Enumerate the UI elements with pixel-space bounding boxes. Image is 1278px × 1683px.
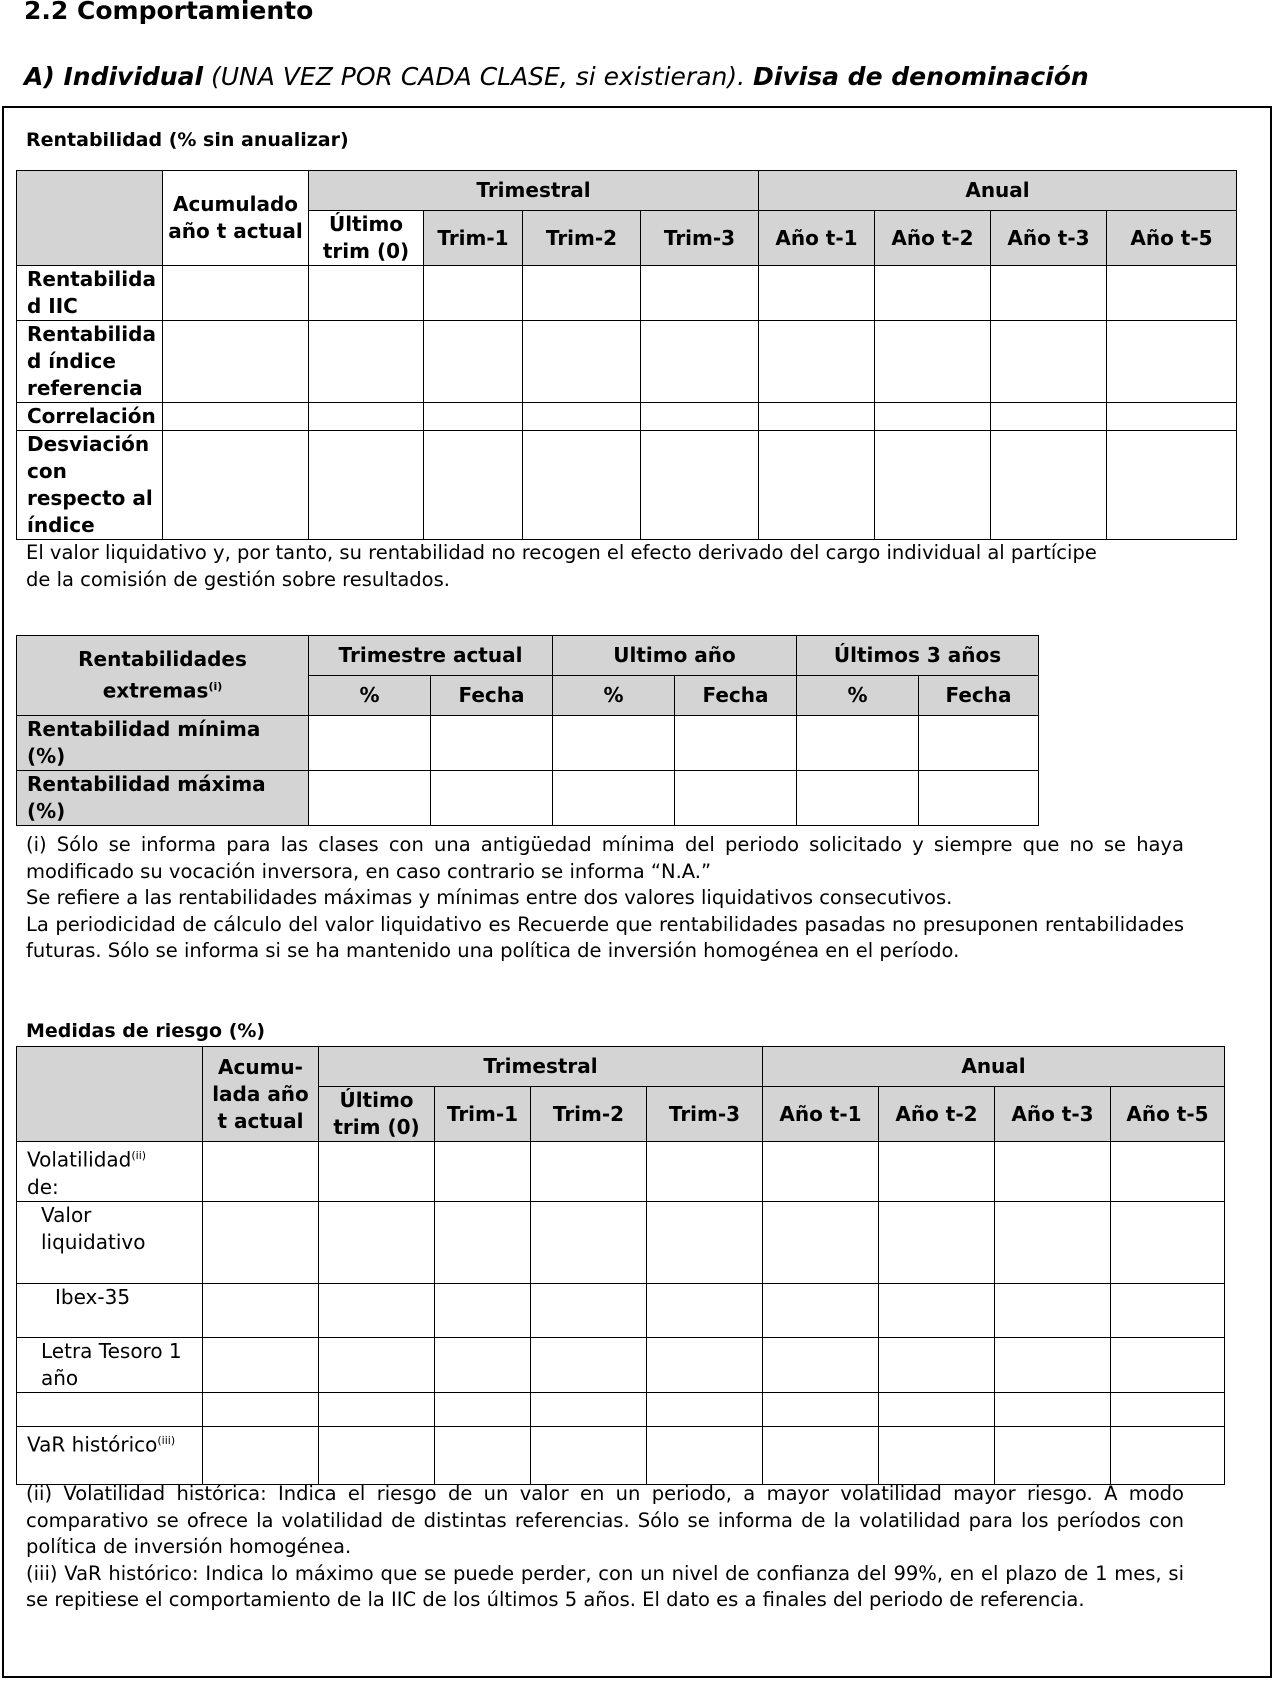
- group-ultimos-3-anos: Últimos 3 años: [797, 636, 1039, 676]
- header-ano-t-1: Año t-1: [763, 1087, 879, 1142]
- header-anual: Anual: [759, 171, 1237, 211]
- rentabilidad-note: El valor liquidativo y, por tanto, su rentabilidad no recogen el efecto derivado del cargo individual al partícipe de la comisión de gestión sobre resultados.: [26, 541, 1097, 591]
- row-volatilidad: [17, 1142, 203, 1202]
- var-text: VaR histórico: [27, 1432, 158, 1457]
- row-valor-liquidativo: Valor liquidativo: [17, 1201, 203, 1283]
- extremas-header-text: Rentabilidades extremas: [78, 647, 247, 703]
- header-trim-3: Trim-3: [641, 211, 759, 266]
- header-trim-1: Trim-1: [424, 211, 523, 266]
- riesgo-corner: [17, 1047, 203, 1142]
- riesgo-label: Medidas de riesgo (%): [26, 1020, 266, 1042]
- volatilidad-sup: (ii): [131, 1149, 147, 1162]
- extremas-header-sup: (i): [208, 680, 223, 694]
- var-sup: (iii): [157, 1433, 176, 1447]
- subtitle: [24, 62, 1089, 91]
- header-trim-3: Trim-3: [647, 1087, 763, 1142]
- header-pct: %: [797, 676, 919, 716]
- header-trim-2: Trim-2: [523, 211, 641, 266]
- header-trimestral: Trimestral: [309, 171, 759, 211]
- header-acumulado: Acumulado año t actual: [163, 171, 309, 266]
- header-pct: %: [309, 676, 431, 716]
- header-fecha: Fecha: [431, 676, 553, 716]
- header-anual: Anual: [763, 1047, 1225, 1087]
- header-trim-1: Trim-1: [435, 1087, 531, 1142]
- header-ano-t-1: Año t-1: [759, 211, 875, 266]
- volatilidad-text: Volatilidad: [27, 1147, 132, 1172]
- extremas-notes: [26, 832, 1184, 965]
- header-fecha: Fecha: [919, 676, 1039, 716]
- subtitle-individual: A) Individual: [24, 62, 204, 91]
- extremas-note-consecutivos: Se refiere a las rentabilidades máximas y mínimas entre dos valores liquidativos consecutivos.: [26, 886, 953, 909]
- header-acumulada: Acumu-lada año t actual: [203, 1047, 319, 1142]
- header-ultimo-trim: Último trim (0): [309, 211, 424, 266]
- row-rentabilidad-maxima: Rentabilidad máxima (%): [17, 771, 309, 826]
- rentabilidad-label: Rentabilidad (% sin anualizar): [26, 129, 349, 151]
- extremas-note-i: (i) Sólo se informa para las clases con una antigüedad mínima del periodo solicitado y siempre que no se haya modificado su vocación inversora, en caso contrario se informa “N.A.”: [26, 833, 1184, 883]
- riesgo-note-var: (iii) VaR histórico: Indica lo máximo que se puede perder, con un nivel de confianza del 99%, en el plazo de 1 mes, si se repitiese el comportamiento de la IIC de los últimos 5 años. El dato es a finales del periodo de referencia.: [26, 1561, 1184, 1611]
- subtitle-divisa: Divisa de denominación: [753, 62, 1089, 91]
- row-ibex-35: Ibex-35: [17, 1283, 203, 1337]
- header-ano-t-5: Año t-5: [1111, 1087, 1225, 1142]
- header-ultimo-trim: Último trim (0): [319, 1087, 435, 1142]
- row-rentabilidad-iic: Rentabilida d IIC: [17, 266, 163, 321]
- volatilidad-de-text: de:: [27, 1174, 59, 1199]
- section-title: 2.2 Comportamiento: [24, 0, 314, 25]
- row-desviacion: Desviación con respecto al índice: [17, 431, 163, 540]
- riesgo-notes: [26, 1481, 1184, 1614]
- header-pct: %: [553, 676, 675, 716]
- extremas-note-periodicidad: La periodicidad de cálculo del valor liquidativo es Recuerde que rentabilidades pasadas no presuponen rentabilidades futuras. Sólo se informa si se ha mantenido una política de inversión homogénea en el período.: [26, 912, 1184, 962]
- row-correlacion: Correlación: [17, 403, 163, 431]
- row-letra-tesoro: Letra Tesoro 1 año: [17, 1337, 203, 1392]
- extremas-header: [17, 636, 309, 716]
- header-ano-t-5: Año t-5: [1107, 211, 1237, 266]
- riesgo-table: [16, 1046, 1225, 1485]
- header-ano-t-2: Año t-2: [879, 1087, 995, 1142]
- group-ultimo-ano: Ultimo año: [553, 636, 797, 676]
- header-ano-t-3: Año t-3: [991, 211, 1107, 266]
- header-trim-2: Trim-2: [531, 1087, 647, 1142]
- riesgo-note-volatilidad: (ii) Volatilidad histórica: Indica el riesgo de un valor en un periodo, a mayor volatilidad mayor riesgo. A modo comparativo se ofrece la volatilidad de distintas referencias. Sólo se informa de la volatilidad para los períodos con política de inversión homogénea.: [26, 1482, 1184, 1558]
- row-rentabilidad-minima: Rentabilidad mínima (%): [17, 716, 309, 771]
- header-trimestral: Trimestral: [319, 1047, 763, 1087]
- rentabilidad-corner: [17, 171, 163, 266]
- row-var-historico: [17, 1426, 203, 1484]
- row-rentabilidad-indice: Rentabilida d índice referencia: [17, 321, 163, 403]
- group-trimestre-actual: Trimestre actual: [309, 636, 553, 676]
- extremas-table: [16, 635, 1039, 826]
- row-empty: [17, 1392, 203, 1426]
- header-fecha: Fecha: [675, 676, 797, 716]
- subtitle-clase: (UNA VEZ POR CADA CLASE, si existieran).: [203, 62, 754, 91]
- header-ano-t-2: Año t-2: [875, 211, 991, 266]
- header-ano-t-3: Año t-3: [995, 1087, 1111, 1142]
- rentabilidad-table: [16, 170, 1237, 540]
